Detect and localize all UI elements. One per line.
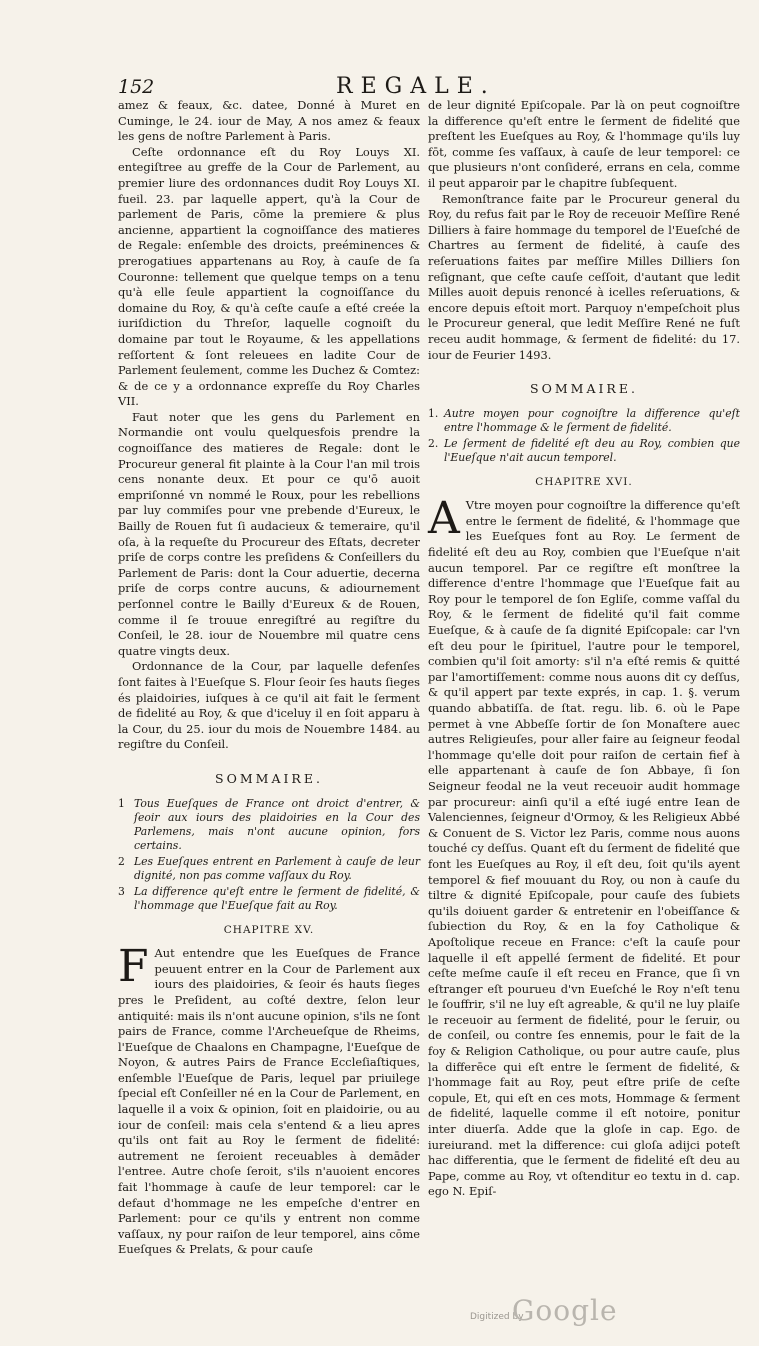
- paragraph: Ceſte ordonnance eſt du Roy Louys XI. entegiſtree au greffe de la Cour de Parlement, au premier liure des ordonnances dudit Roy Louys XI. fueil. 23. par laquelle appert, qu'à la Cour de parlement de Paris, cōme la premiere & plus ancienne, appartient la cognoiſſance des matieres de Regale: enſemble des droicts, preéminences & prerogatiues appartenans au Roy, à cauſe de ſa Couronne: tellement que quelque temps on a tenu qu'à elle ſeule appartient la cognoiſſance du domaine du Roy, & qu'à ceſte cauſe a eſté creée la iuriſdiction du Threſor, laquelle cognoiſt du domaine par tout le Royaume, & les appellations reſſortent & ſont releuees en ladite Cour de Parlement ſeulement, comme les Duchez & Comtez: & de ce y a ordonnance expreſſe du Roy Charles VII.: [118, 144, 420, 409]
- summary-list: [118, 797, 420, 913]
- summary-item: 3 La difference qu'eſt entre le ſerment de fidelité, & l'hommage que l'Eueſque fait au Roy.: [118, 884, 420, 912]
- google-logo: Google: [512, 1294, 618, 1327]
- chapter-heading: CHAPITRE XVI.: [535, 475, 633, 488]
- digitized-by-text: Digitized by: [470, 1312, 524, 1322]
- paragraph: de leur dignité Epiſcopale. Par là on peut cognoiſtre la difference qu'eſt entre le ſerment de fidelité que preſtent les Eueſques au Roy, & l'hommage qu'ils luy fōt, comme ſes vaſſaux, à cauſe de leur temporel: ce que plusieurs n'ont conſideré, errans en cela, comme il peut apparoir par le chapitre ſubſequent.: [428, 98, 740, 190]
- summary-list: [428, 407, 740, 465]
- summary-item: 1. Autre moyen pour cognoiſtre la difference qu'eſt entre l'hommage & le ſerment de fidelité.: [428, 406, 740, 434]
- running-title: REGALE.: [336, 74, 496, 99]
- google-watermark: [470, 1294, 650, 1332]
- paragraph: Ordonnance de la Cour, par laquelle defenſes ſont faites à l'Eueſque S. Flour ſeoir ſes hauts ſieges és plaidoiries, iuſques à ce qu'il ait fait le ſerment de fidelité au Roy, & que d'iceluy il en ſoit apparu à la Cour, du 25. iour du mois de Nouembre 1484. au regiſtre du Conſeil.: [118, 659, 420, 752]
- drop-cap: A: [428, 493, 460, 545]
- paragraph: Faut noter que les gens du Parlement en Normandie ont voulu quelquesfois prendre la cognoiſſance des matieres de Regale: dont le Procureur general fit plainte à la Cour l'an mil trois cens nonante deux. Et pour ce qu'ō auoit empriſonné vn nommé le Roux, pour les rebellions par luy commiſes pour vne prebende d'Eureux, le Bailly de Rouen fut ſi audacieux & temeraire, qu'il oſa, à la requeſte du Procureur des Eſtats, decreter priſe de corps contre les preſidens & Conſeillers du Parlement de Paris: dont la Cour aduertie, decerna priſe de corps contre aucuns, & adiournement perſonnel contre le Bailly d'Eureux & de Rouen, comme il ſe trouue enregiſtré au regiſtre du Conſeil, le 28. iour de Nouembre mil quatre cens quatre vingts deux.: [118, 409, 420, 658]
- summary-item: 2 Les Eueſques entrent en Parlement à cauſe de leur dignité, non pas comme vaſſaux du Roy.: [118, 854, 420, 882]
- chapter-heading: CHAPITRE XV.: [223, 923, 315, 936]
- sommaire-heading: SOMMAIRE.: [530, 381, 638, 397]
- chapter-text: F Aut entendre que les Eueſques de France peuuent entrer en la Cour de Parlement aux iours des plaidoiries, & ſeoir és hauts ſieges pres le Preſident, au coſté dextre, ſelon leur antiquité: mais ils n'ont aucune opinion, s'ils ne ſont pairs de France, comme l'Archeueſque de Rheims, l'Eueſque de Chaalons en Champagne, l'Eueſque de Noyon, & autres Pairs de France Eccleſiaſtiques, enſemble l'Eueſque de Paris, lequel par priuilege ſpecial eſt Conſeiller né en la Cour de Parlement, en laquelle il a voix & opinion, ſoit en plaidoirie, ou au iour de conſeil: mais cela s'entend & a lieu apres qu'ils ont fait au Roy le ſerment de fidelité: autrement ne ſeroient receuables à demāder l'entree. Autre choſe ſeroit, s'ils n'auoient encores fait l'hommage à cauſe de leur temporel: car le defaut d'hommage ne les empeſche d'entrer en Parlement: pour ce qu'ils y entrent non comme vaſſaux, ny pour raiſon de leur temporel, ains cōme Eueſques & Prelats, & pour cauſe: [118, 941, 420, 1257]
- left-column: [118, 98, 420, 1258]
- chapter-text: A Vtre moyen pour cognoiſtre la difference qu'eſt entre le ſerment de fidelité, & l'hommage que les Eueſques font au Roy. Le ſerment de fidelité eſt deu au Roy, combien que l'Eueſque n'ait aucun temporel. Par ce regiſtre eſt monſtree la difference d'entre l'hommage que l'Eueſque fait au Roy pour le temporel de ſon Egliſe, comme vaſſal du Roy, & le ſerment de fidelité qu'il fait comme Eueſque, & à cauſe de ſa dignité Epiſcopale: car l'vn eſt deu pour le ſpirituel, l'autre pour le temporel, combien qu'il ſoit amorty: s'il n'a eſté remis & quitté par l'amortiſſement: comme nous auons dit cy deſſus, & qu'il appert par texte exprés, in cap. 1. §. verum quando abbatiſſa. de ſtat. regu. lib. 6. où le Pape permet à vne Abbeſſe ſortir de ſon Monaſtere auec autres Religieuſes, pour aller faire au ſeigneur feodal l'hommage qu'elle doit pour raiſon de certain fief à elle appartenant à cauſe de ſon Abbaye, ſi ſon Seigneur feodal ne la veut receuoir audit hommage par procureur: ainſi qu'il a eſté iugé entre Iean de Valenciennes, ſeigneur d'Ormoy, & les Religieux Abbé & Conuent de S. Victor lez Paris, comme nous auons touché cy deſſus. Quant eſt du ſerment de fidelité que font les Eueſques au Roy, il eſt deu, ſoit qu'ils ayent temporel & fief mouuant du Roy, ou non à cauſe du tiltre & dignité Epiſcopale, pour cauſe des ſubiets qu'ils doiuent garder & entretenir en l'obeiſſance & ſubiection du Roy, & en la foy Catholique & Apoſtolique receue en France: c'eſt la cauſe pour laquelle il eſt appellé ſerment de fidelité. Et pour ceſte meſme cauſe il eſt receu en France, que ſi vn eſtranger eſt pourueu d'vn Eueſché le Roy n'eſt tenu le ſouffrir, s'il ne luy eſt agreable, & qu'il ne luy plaiſe le receuoir au ſerment de fidelité, pour le ſeruir, ou de conſeil, ou contre ſes ennemis, pour le fait de la foy & Religion Catholique, ou pour autre cauſe, plus la differēce qui eſt entre le ſerment de fidelité, & l'hommage fait au Roy, peut eſtre priſe de ceſte copule, Et, qui eſt en ces mots, Hommage & ſerment de fidelité, laquelle comme il eſt notoire, ponitur inter diuerſa. Adde que la gloſe in cap. Ego. de iureiurand. met la difference: cui gloſa adijci poteſt hac differentia, que le ſerment de fidelité eſt deu au Pape, comme au Roy, vt oſtenditur eo textu in d. cap. ego N. Epiſ-: [428, 493, 740, 1199]
- sommaire-heading: SOMMAIRE.: [215, 770, 323, 786]
- summary-item: 1 Tous Eueſques de France ont droict d'entrer, & ſeoir aux iours des plaidoiries en la Cour des Parlemens, mais n'ont aucune opinion, fors certains.: [118, 796, 420, 852]
- paragraph: amez & feaux, &c. datee, Donné à Muret en Cuminge, le 24. iour de May, A nos amez & feaux les gens de noſtre Parlement à Paris.: [118, 98, 420, 144]
- summary-item: 2. Le ſerment de fidelité eſt deu au Roy, combien que l'Eueſque n'ait aucun temporel.: [428, 436, 740, 464]
- paragraph: Remonſtrance faite par le Procureur general du Roy, du refus fait par le Roy de receuoir Meſſire René Dilliers à faire hommage du temporel de l'Eueſché de Chartres au ſerment de fidelité, à cauſe des reſeruations faites par meſſire Milles Dilliers ſon reſignant, que ceſte cauſe ceſſoit, d'autant que ledit Milles auoit depuis renoncé à icelles reſeruations, & encore depuis eſtoit mort. Parquoy n'empeſchoit plus le Procureur general, que ledit Meſſire René ne fuſt receu audit hommage, & ſerment de fidelité: du 17. iour de Feurier 1493.: [428, 191, 740, 362]
- right-column: [428, 98, 740, 1200]
- drop-cap: F: [118, 941, 149, 993]
- page-number: 152: [118, 76, 155, 98]
